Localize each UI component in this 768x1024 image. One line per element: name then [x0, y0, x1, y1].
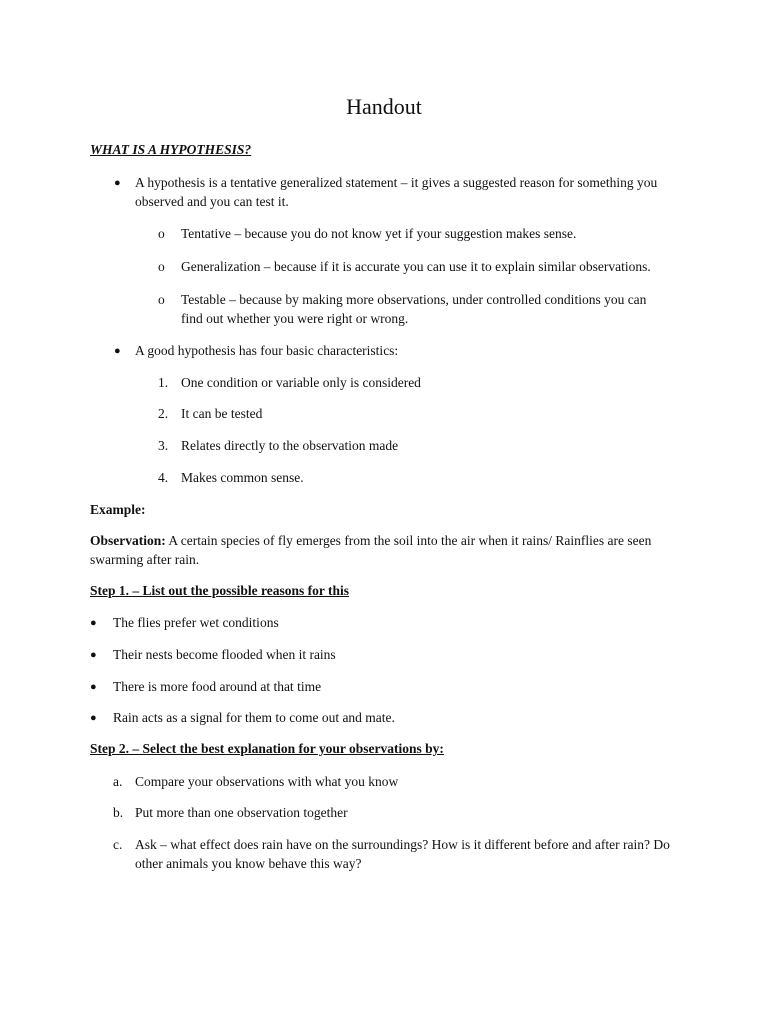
characteristic-item: Makes common sense.: [181, 470, 304, 485]
bullet-icon: ●: [114, 345, 121, 357]
list-number: 2.: [158, 406, 169, 421]
step2-heading: Step 2. – Select the best explanation for your observations by:: [90, 741, 444, 756]
section-heading-hypothesis: WHAT IS A HYPOTHESIS?: [90, 142, 252, 157]
list-number: 4.: [158, 470, 169, 485]
list-number: 3.: [158, 438, 169, 453]
method-item: Put more than one observation together: [135, 805, 348, 820]
characteristic-item: It can be tested: [181, 406, 263, 421]
sub-bullet-icon: o: [158, 292, 165, 307]
observation-paragraph: [90, 531, 680, 569]
list-letter: b.: [113, 805, 124, 820]
bullet-icon: ●: [90, 712, 97, 724]
sub-item-generalization: Generalization – because if it is accurate you can use it to explain similar observations.: [181, 259, 651, 274]
reason-item: The flies prefer wet conditions: [113, 615, 279, 630]
bullet-icon: ●: [90, 649, 97, 661]
bullet-icon: ●: [114, 177, 121, 189]
sub-item-testable: Testable – because by making more observations, under controlled conditions you can find out whether you were right or wrong.: [181, 292, 647, 326]
characteristic-item: One condition or variable only is considered: [181, 375, 421, 390]
list-letter: c.: [113, 837, 123, 852]
page-title: Handout: [346, 94, 422, 119]
list-letter: a.: [113, 774, 123, 789]
list-number: 1.: [158, 375, 169, 390]
example-label: Example:: [90, 502, 146, 517]
observation-text: A certain species of fly emerges from the soil into the air when it rains/ Rainflies are seen swarming after rain.: [90, 533, 652, 567]
sub-bullet-icon: o: [158, 226, 165, 241]
bullet-icon: ●: [90, 681, 97, 693]
step1-heading: Step 1. – List out the possible reasons for this: [90, 583, 350, 598]
method-item: Ask – what effect does rain have on the surroundings? How is it different before and after rain? Do other animals you know behave this way?: [135, 837, 670, 871]
observation-label: Observation:: [90, 533, 166, 548]
bullet-icon: ●: [90, 617, 97, 629]
method-item: Compare your observations with what you know: [135, 774, 399, 789]
sub-bullet-icon: o: [158, 259, 165, 274]
characteristic-item: Relates directly to the observation made: [181, 438, 399, 453]
reason-item: Their nests become flooded when it rains: [113, 647, 336, 662]
characteristics-intro: A good hypothesis has four basic characteristics:: [135, 343, 399, 358]
reason-item: Rain acts as a signal for them to come out and mate.: [113, 710, 395, 725]
sub-item-tentative: Tentative – because you do not know yet if your suggestion makes sense.: [181, 226, 577, 241]
reason-item: There is more food around at that time: [113, 679, 322, 694]
hypothesis-definition: A hypothesis is a tentative generalized statement – it gives a suggested reason for something you observed and you can test it.: [135, 175, 658, 209]
